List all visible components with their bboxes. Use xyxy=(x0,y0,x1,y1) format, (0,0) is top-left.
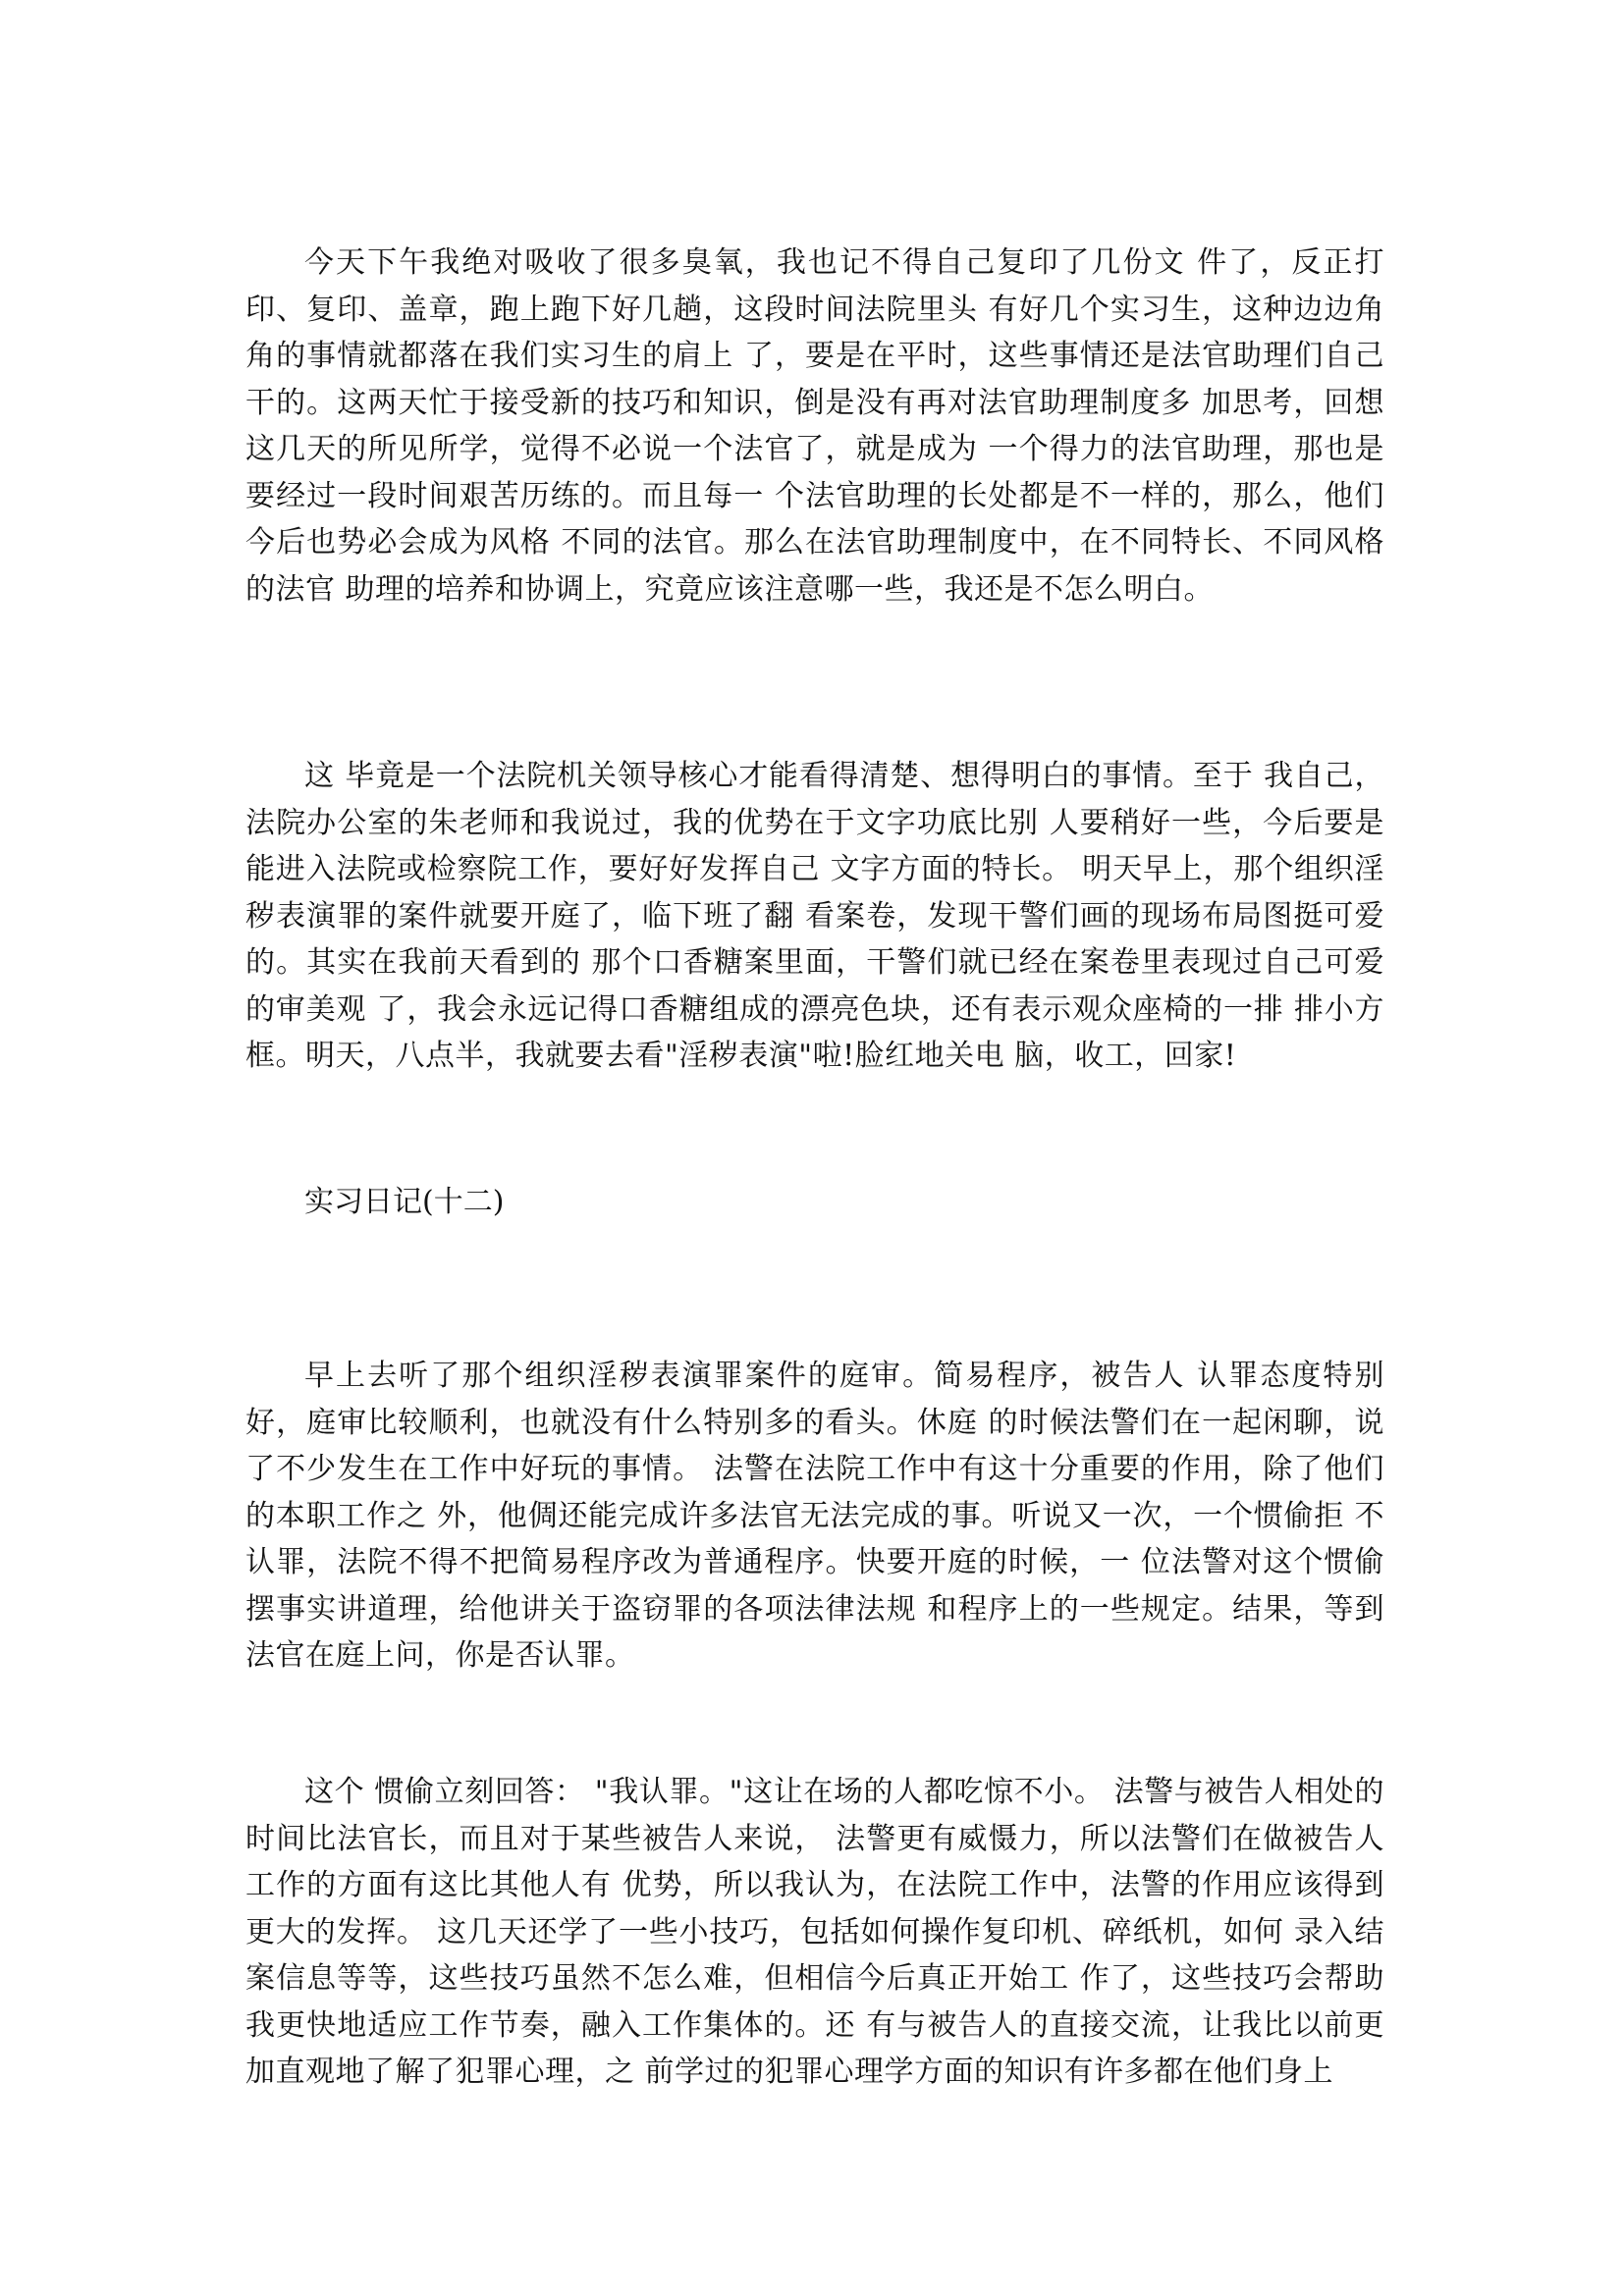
paragraph-2: 这 毕竟是一个法院机关领导核心才能看得清楚、想得明白的事情。至于 我自己，法院办公室的朱老师和我说过，我的优势在于文字功底比别 人要稍好一些，今后要是能进入法院或检察院工作，要好好发挥自己 文字方面的特长。 明天早上，那个组织淫秽表演罪的案件就要开庭了，临下班了翻 看案卷，发现干警们画的现场布局图挺可爱的。其实在我前天看到的 那个口香糖案里面，干警们就已经在案卷里表现过自己可爱的审美观 了，我会永远记得口香糖组成的漂亮色块，还有表示观众座椅的一排 排小方框。明天，八点半，我就要去看"淫秽表演"啦!脸红地关电 脑，收工，回家! xyxy=(245,759,1384,1073)
paragraph-3: 早上去听了那个组织淫秽表演罪案件的庭审。简易程序，被告人 认罪态度特别好，庭审比较顺利，也就没有什么特别多的看头。休庭 的时候法警们在一起闲聊，说了不少发生在工作中好玩的事情。 法警在法院工作中有这十分重要的作用，除了他们的本职工作之 外，他倜还能完成许多法官无法完成的事。听说又一次，一个惯偷拒 不认罪，法院不得不把简易程序改为普通程序。快要开庭的时候，一 位法警对这个惯偷摆事实讲道理，给他讲关于盗窃罪的各项法律法规 和程序上的一些规定。结果，等到法官在庭上问，你是否认罪。 xyxy=(245,1359,1384,1673)
diary-heading: 实习日记(十二) xyxy=(304,1185,505,1219)
paragraph-4: 这个 惯偷立刻回答： "我认罪。"这让在场的人都吃惊不小。 法警与被告人相处的时间比法官长，而且对于某些被告人来说， 法警更有威慑力，所以法警们在做被告人工作的方面有这比其他人有 优势，所以我认为，在法院工作中，法警的作用应该得到更大的发挥。 这几天还学了一些小技巧，包括如何操作复印机、碎纸机，如何 录入结案信息等等，这些技巧虽然不怎么难，但相信今后真正开始工 作了，这些技巧会帮助我更快地适应工作节奏，融入工作集体的。还 有与被告人的直接交流，让我比以前更加直观地了解了犯罪心理，之 前学过的犯罪心理学方面的知识有许多都在他们身上 xyxy=(245,1775,1384,2089)
paragraph-1: 今天下午我绝对吸收了很多臭氧，我也记不得自己复印了几份文 件了，反正打印、复印、盖章，跑上跑下好几趟，这段时间法院里头 有好几个实习生，这种边边角角的事情就都落在我们实习生的肩上 了，要是在平时，这些事情还是法官助理们自己干的。这两天忙于接受新的技巧和知识，倒是没有再对法官助理制度多 加思考，回想这几天的所见所学，觉得不必说一个法官了，就是成为 一个得力的法官助理，那也是要经过一段时间艰苦历练的。而且每一 个法官助理的长处都是不一样的，那么，他们今后也势必会成为风格 不同的法官。那么在法官助理制度中，在不同特长、不同风格的法官 助理的培养和协调上，究竟应该注意哪一些，我还是不怎么明白。 xyxy=(245,245,1384,607)
